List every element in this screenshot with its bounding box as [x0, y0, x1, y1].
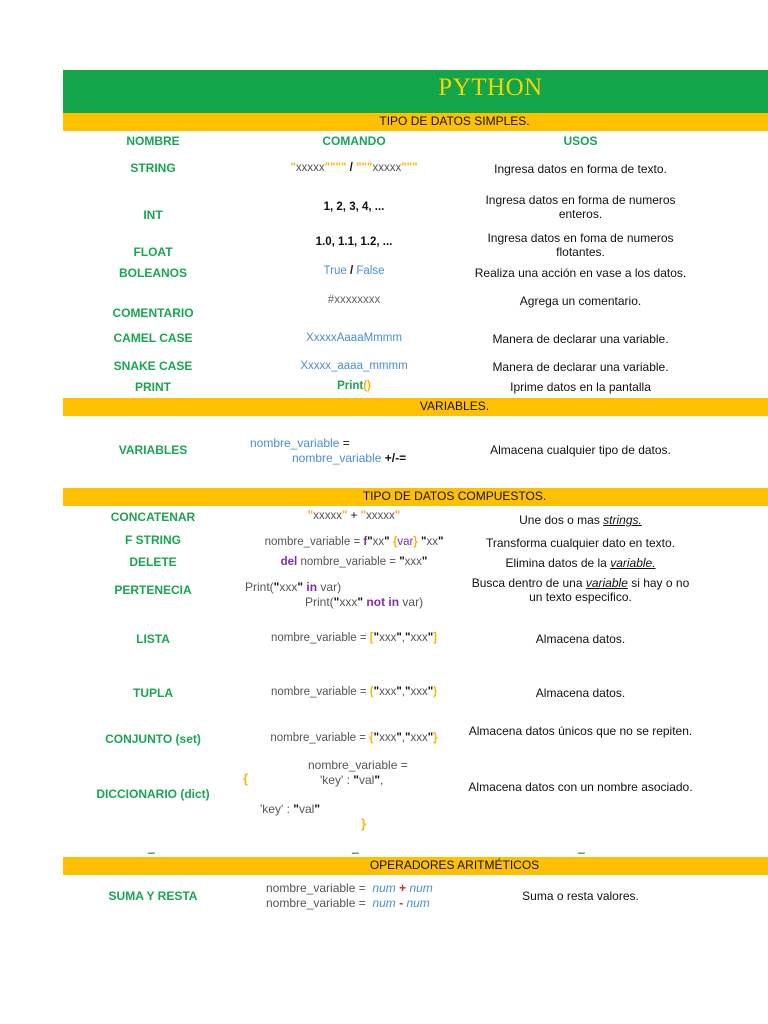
dash-2: _: [352, 840, 359, 854]
section-compuestos: [63, 488, 768, 506]
row-name-boleanos: BOLEANOS: [118, 266, 187, 280]
dash-1: _: [148, 840, 155, 854]
row-uso-variables: Almacena cualquier tipo de datos.: [490, 443, 671, 457]
row-uso-comentario: Agrega un comentario.: [519, 294, 642, 308]
row-uso-conjunto: Almacena datos únicos que no se repiten.: [468, 724, 693, 738]
row-cmd-float: 1.0, 1.1, 1.2, ...: [315, 236, 393, 248]
section-operadores-label: OPERADORES ARITMÉTICOS: [369, 858, 540, 872]
row-name-fstring: F STRING: [125, 533, 181, 547]
row-cmd-concatenar: "xxxxx" + "xxxxx": [307, 510, 401, 522]
header-nombre: NOMBRE: [126, 134, 180, 148]
row-uso-snake: Manera de declarar una variable.: [492, 360, 669, 374]
row-cmd-snake: Xxxxx_aaaa_mmmm: [300, 360, 408, 372]
row-uso-concatenar: Une dos o mas strings.: [519, 513, 642, 527]
row-uso-tupla: Almacena datos.: [535, 686, 626, 700]
row-name-string: STRING: [130, 161, 176, 175]
row-cmd-dict-1: nombre_variable =: [308, 758, 408, 772]
dash-3: _: [578, 840, 585, 854]
row-cmd-string: "xxxxx"""" / """xxxxx""": [290, 162, 418, 174]
row-cmd-dict-3: 'key' : "val": [260, 802, 321, 816]
row-uso-float: Ingresa datos en foma de numeros flotantes.: [487, 231, 674, 259]
row-cmd-variables-2: nombre_variable +/-=: [292, 451, 407, 465]
row-name-camel: CAMEL CASE: [113, 331, 193, 345]
row-uso-diccionario: Almacena datos con un nombre asociado.: [468, 780, 693, 794]
row-name-int: INT: [143, 208, 163, 222]
row-cmd-camel: XxxxxAaaaMmmm: [306, 332, 402, 344]
row-uso-int: Ingresa datos en forma de numeros enteros.: [485, 193, 676, 221]
row-cmd-comentario: #xxxxxxxx: [327, 294, 381, 306]
row-cmd-print: Print(): [337, 380, 371, 392]
row-cmd-tupla: nombre_variable = ("xxx","xxx"): [271, 686, 437, 698]
row-cmd-variables-1: nombre_variable =: [250, 436, 350, 450]
title-bar: [63, 70, 768, 113]
row-uso-string: Ingresa datos en forma de texto.: [494, 162, 667, 176]
row-name-variables: VARIABLES: [118, 443, 188, 457]
row-cmd-fstring: nombre_variable = f"xx" {var} "xx": [264, 536, 444, 548]
row-cmd-dict-brace-close: }: [361, 816, 367, 831]
row-uso-pertenecia: Busca dentro de una variable si hay o no un texto especifico.: [471, 576, 690, 604]
row-uso-suma: Suma o resta valores.: [522, 889, 639, 903]
row-uso-print: Iprime datos en la pantalla: [510, 380, 651, 394]
section-variables: [63, 398, 768, 416]
section-simples-label: TIPO DE DATOS SIMPLES.: [379, 114, 530, 128]
row-name-snake: SNAKE CASE: [113, 359, 193, 373]
row-name-concatenar: CONCATENAR: [110, 510, 196, 524]
row-name-float: FLOAT: [133, 245, 173, 259]
row-cmd-pertenecia-1: Print("xxx" in var): [245, 580, 342, 594]
row-name-lista: LISTA: [136, 632, 170, 646]
row-cmd-dict-2: 'key' : "val",: [320, 773, 384, 787]
page-title: PYTHON: [438, 74, 543, 101]
section-operadores: [63, 857, 768, 875]
row-uso-fstring: Transforma cualquier dato en texto.: [486, 536, 675, 550]
row-name-pertenecia: PERTENECIA: [114, 583, 192, 597]
row-cmd-dict-brace-open: {: [243, 771, 249, 786]
row-cmd-boleanos: True / False: [323, 265, 385, 277]
section-compuestos-label: TIPO DE DATOS COMPUESTOS.: [362, 489, 547, 503]
header-usos: USOS: [563, 134, 598, 148]
row-name-comentario: COMENTARIO: [112, 306, 194, 320]
row-uso-delete: Elimina datos de la variable.: [505, 556, 656, 570]
row-cmd-suma-2: nombre_variable = num - num: [266, 896, 430, 910]
row-name-print: PRINT: [135, 380, 171, 394]
row-uso-lista: Almacena datos.: [535, 632, 626, 646]
section-simples: [63, 113, 768, 131]
row-uso-boleanos: Realiza una acción en vase a los datos.: [474, 266, 687, 280]
row-name-conjunto: CONJUNTO (set): [105, 732, 201, 746]
section-variables-label: VARIABLES.: [419, 399, 490, 413]
row-name-delete: DELETE: [129, 555, 177, 569]
row-name-diccionario: DICCIONARIO (dict): [96, 787, 210, 801]
row-name-tupla: TUPLA: [133, 686, 173, 700]
row-cmd-suma-1: nombre_variable = num + num: [266, 881, 433, 895]
row-cmd-int: 1, 2, 3, 4, ...: [323, 201, 385, 213]
row-cmd-pertenecia-2: Print("xxx" not in var): [305, 595, 424, 609]
row-cmd-conjunto: nombre_variable = {"xxx","xxx"}: [270, 732, 438, 744]
row-cmd-delete: del nombre_variable = "xxx": [280, 556, 428, 568]
header-comando: COMANDO: [322, 134, 386, 148]
row-name-suma: SUMA Y RESTA: [108, 889, 198, 903]
row-uso-camel: Manera de declarar una variable.: [492, 332, 669, 346]
row-cmd-lista: nombre_variable = ["xxx","xxx"]: [271, 632, 437, 644]
